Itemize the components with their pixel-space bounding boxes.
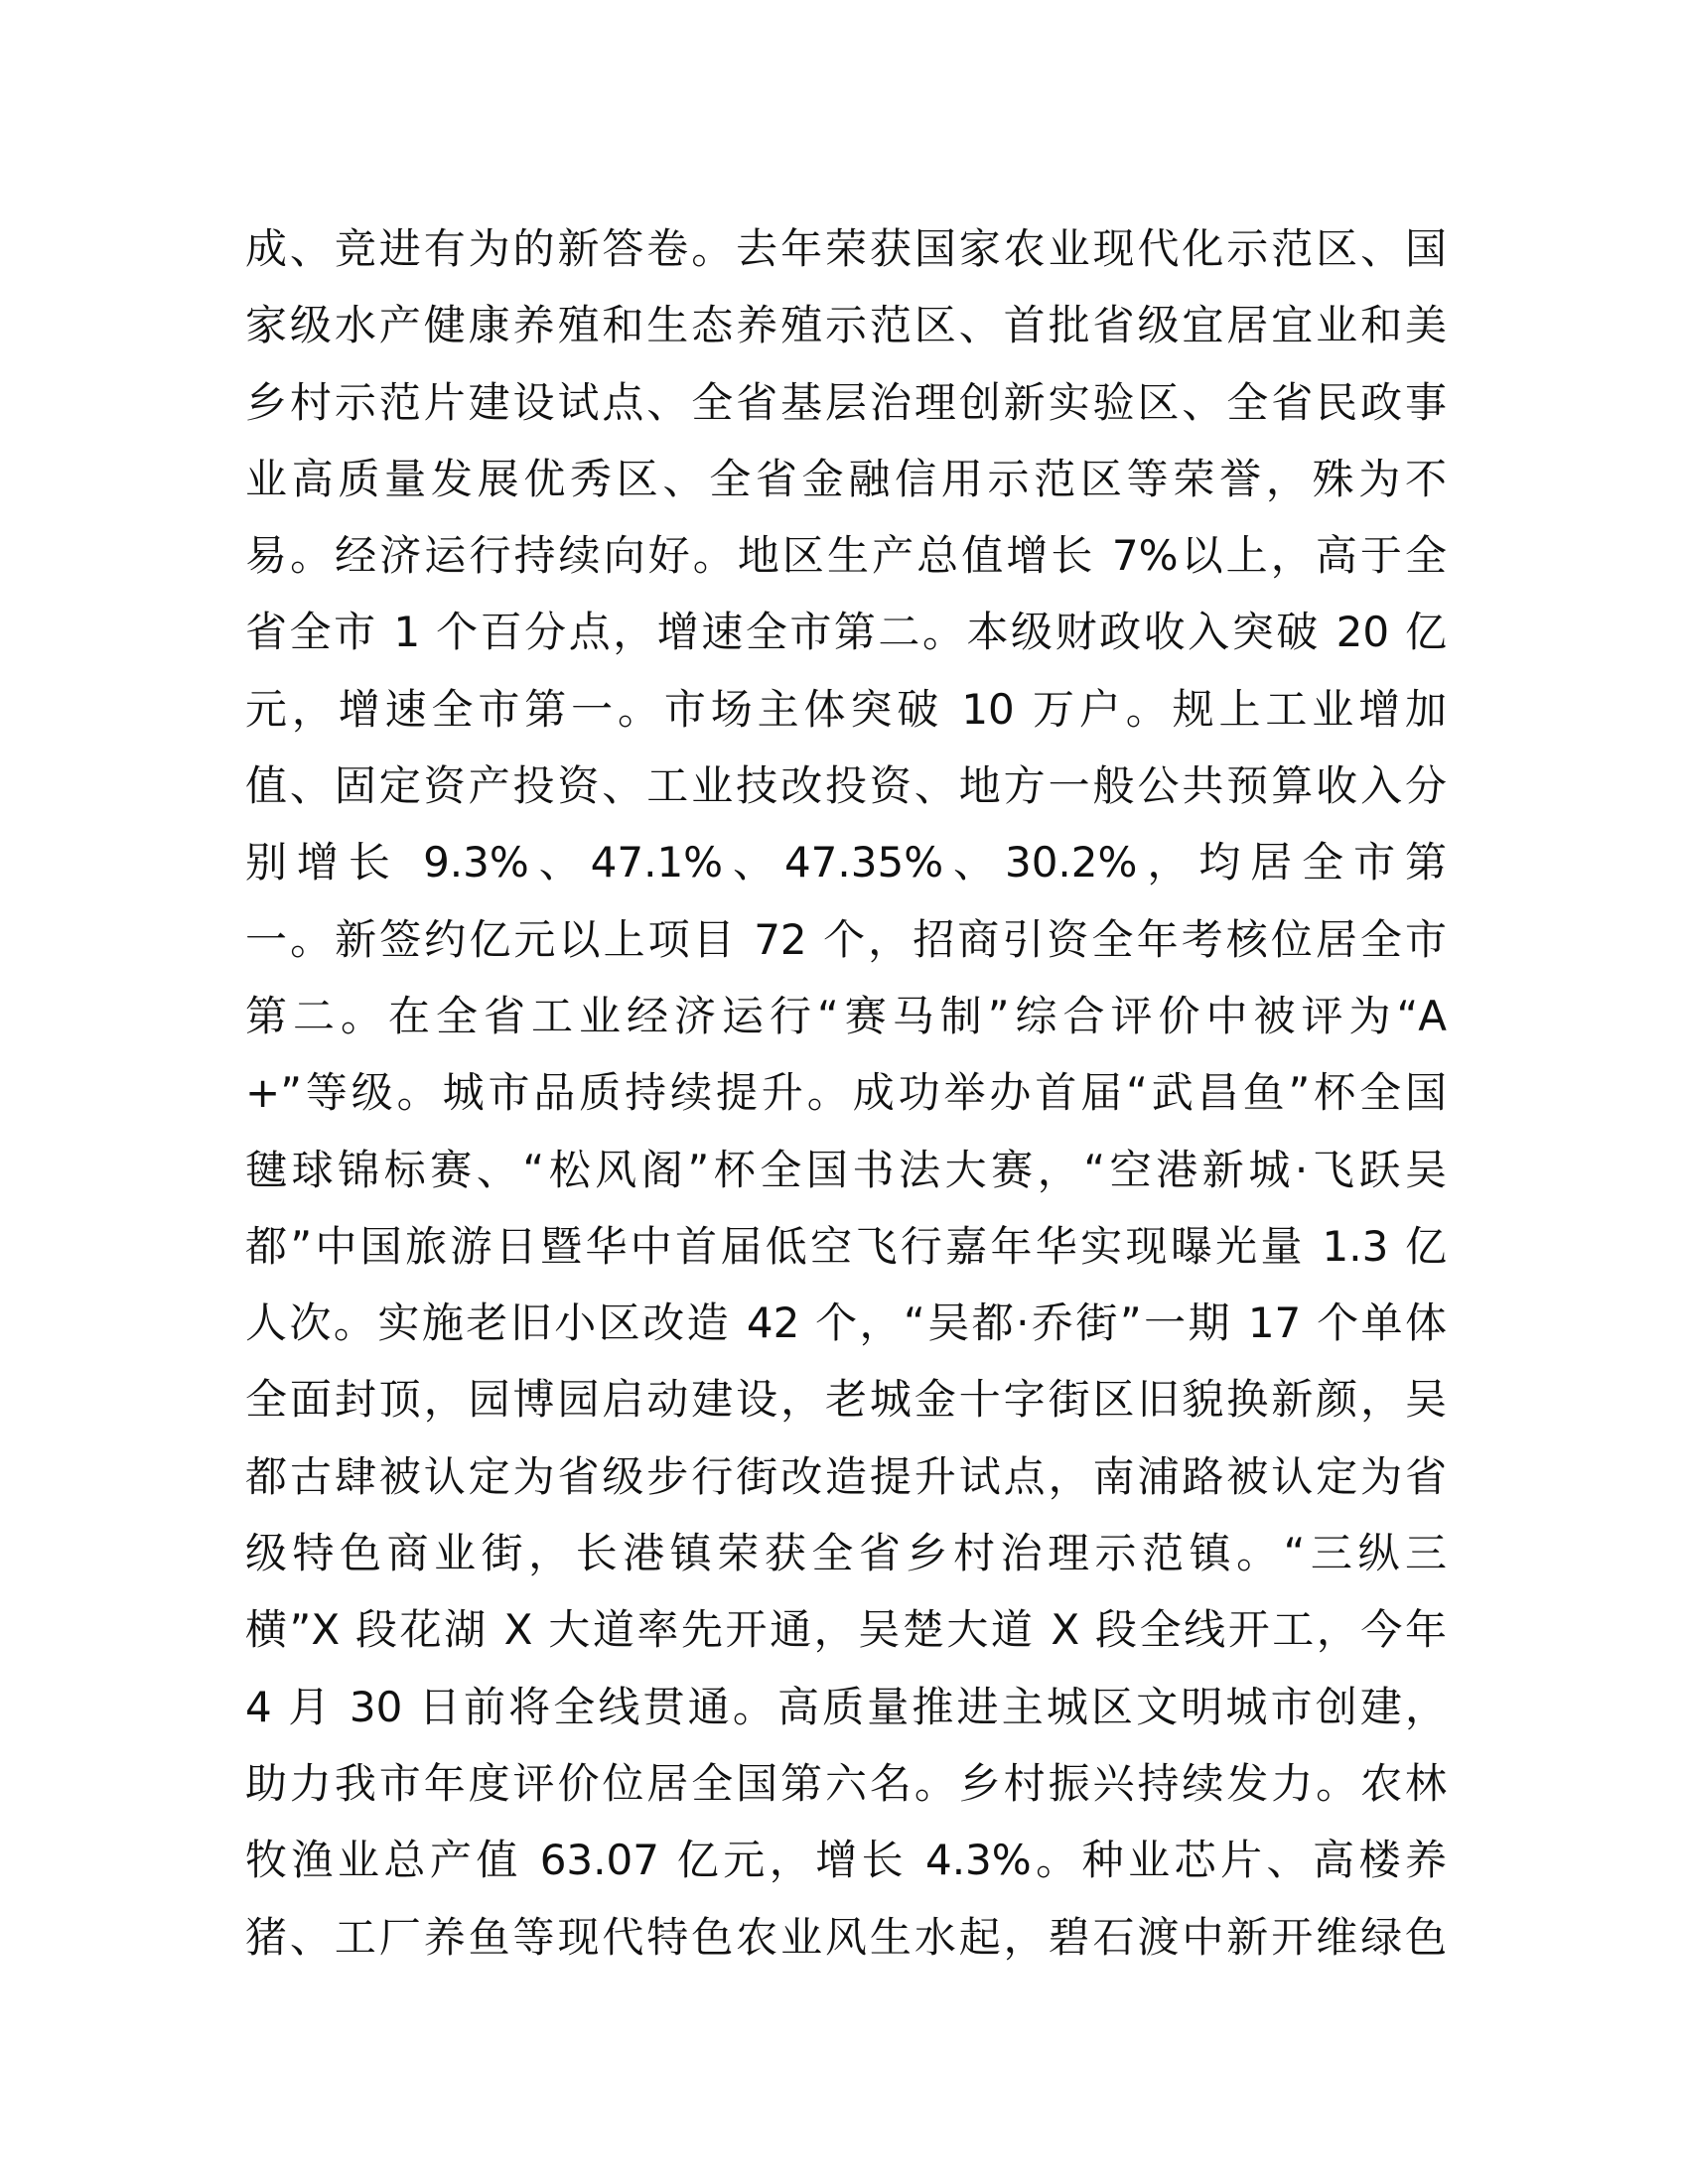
text-line: 人次。实施老旧小区改造 42 个，“吴都·乔街”一期 17 个单体 [245, 1298, 1447, 1348]
text-line: 毽球锦标赛、“松风阁”杯全国书法大赛，“空港新城·飞跃吴 [245, 1145, 1447, 1194]
text-line: 乡村示范片建设试点、全省基层治理创新实验区、全省民政事 [245, 377, 1447, 427]
text-line: 一。新签约亿元以上项目 72 个，招商引资全年考核位居全市 [245, 914, 1447, 964]
text-line: 业高质量发展优秀区、全省金融信用示范区等荣誉，殊为不 [245, 454, 1447, 503]
text-line: 都古肆被认定为省级步行街改造提升试点，南浦路被认定为省 [245, 1451, 1447, 1501]
text-line: 4 月 30 日前将全线贯通。高质量推进主城区文明城市创建， [245, 1682, 1447, 1731]
text-line: 第二。在全省工业经济运行“赛马制”综合评价中被评为“A [245, 991, 1447, 1040]
text-line: +”等级。城市品质持续提升。成功举办首届“武昌鱼”杯全国 [245, 1068, 1447, 1118]
text-line: 省全市 1 个百分点，增速全市第二。本级财政收入突破 20 亿 [245, 608, 1447, 657]
text-line: 元，增速全市第一。市场主体突破 10 万户。规上工业增加 [245, 684, 1447, 734]
text-line: 成、竞进有为的新答卷。去年荣获国家农业现代化示范区、国 [245, 224, 1447, 273]
body-paragraph [245, 210, 1447, 1976]
text-line: 助力我市年度评价位居全国第六名。乡村振兴持续发力。农林 [245, 1758, 1447, 1808]
text-line: 都”中国旅游日暨华中首届低空飞行嘉年华实现曝光量 1.3 亿 [245, 1221, 1447, 1271]
text-line: 家级水产健康养殖和生态养殖示范区、首批省级宜居宜业和美 [245, 301, 1447, 350]
text-line: 牧渔业总产值 63.07 亿元，增长 4.3%。种业芯片、高楼养 [245, 1836, 1447, 1885]
text-line: 猪、工厂养鱼等现代特色农业风生水起，碧石渡中新开维绿色 [245, 1912, 1447, 1962]
text-line: 横”X 段花湖 X 大道率先开通，吴楚大道 X 段全线开工，今年 [245, 1605, 1447, 1655]
text-line: 别增长 9.3%、47.1%、47.35%、30.2%，均居全市第 [245, 838, 1447, 887]
text-line: 级特色商业街，长港镇荣获全省乡村治理示范镇。“三纵三 [245, 1529, 1447, 1578]
text-line: 全面封顶，园博园启动建设，老城金十字街区旧貌换新颜，吴 [245, 1375, 1447, 1425]
text-line: 值、固定资产投资、工业技改投资、地方一般公共预算收入分 [245, 761, 1447, 811]
text-line: 易。经济运行持续向好。地区生产总值增长 7%以上，高于全 [245, 531, 1447, 581]
